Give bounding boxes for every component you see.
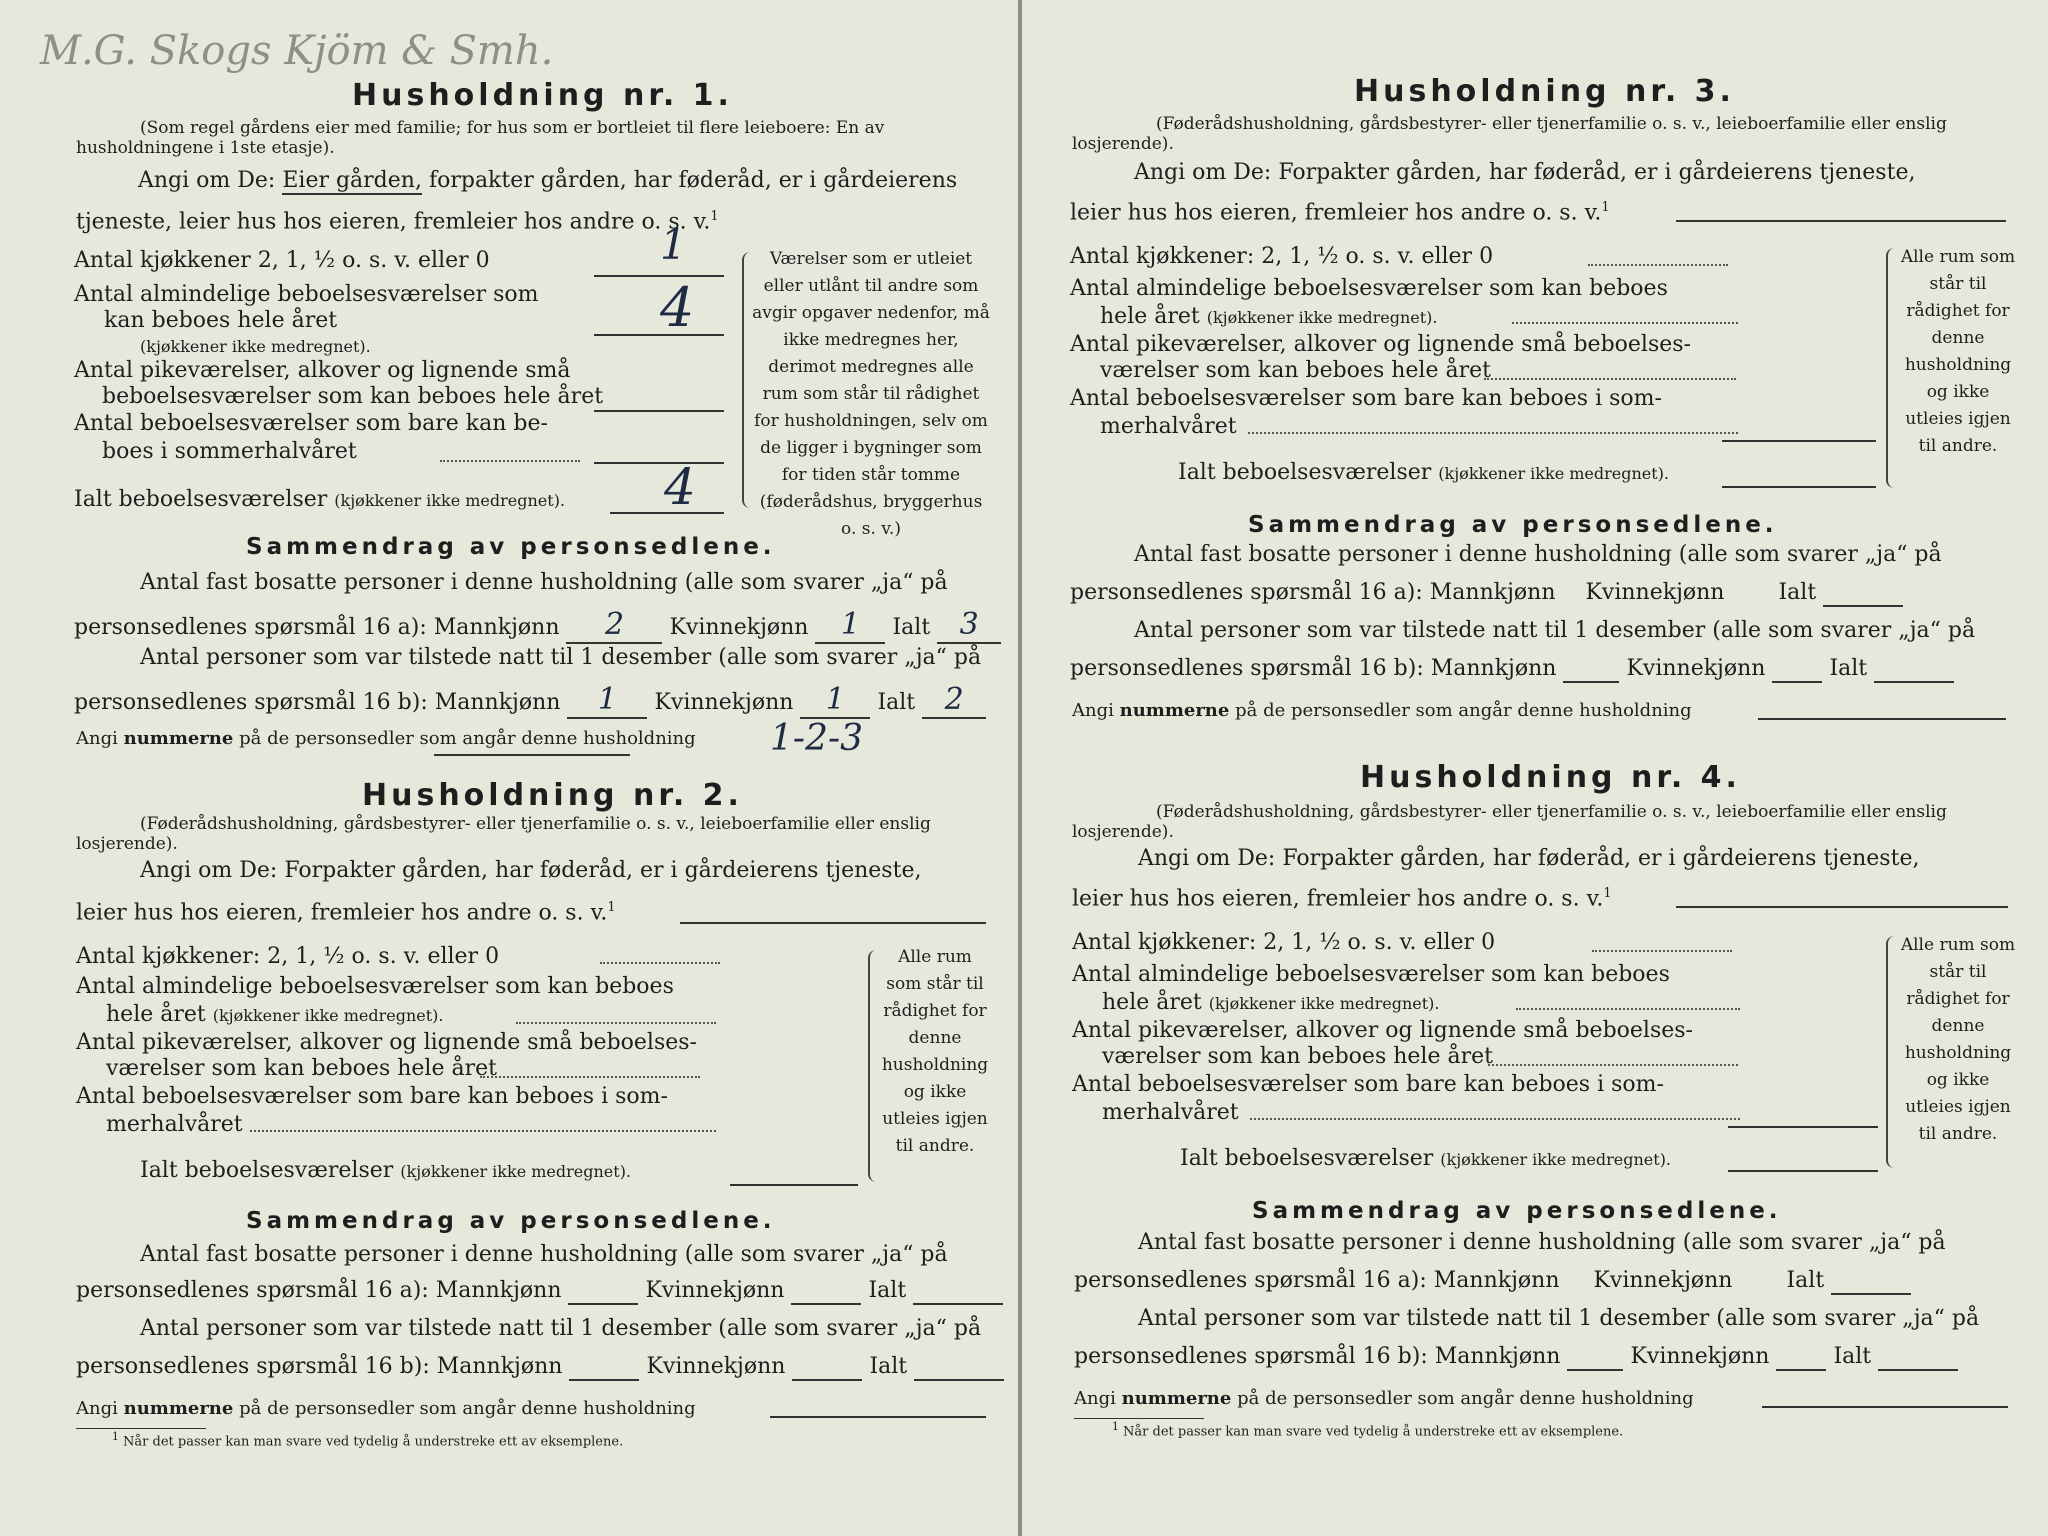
h1-angi-num-2: på de personsedler som angår denne husholdning: [239, 728, 696, 749]
h1-s2-kvinne-label: Kvinnekjønn: [654, 690, 794, 715]
h4-angi-nummerne: [1074, 1388, 1694, 1409]
h2-q-pike-2: værelser som kan beboes hele året: [106, 1056, 497, 1081]
h3-s1-line2: [1070, 580, 1903, 607]
h2-q-sommer-2: merhalvåret: [106, 1112, 243, 1137]
h2-s1-ialt-label: Ialt: [868, 1278, 907, 1303]
h3-footnote-mark: 1: [1601, 200, 1610, 215]
h3-angi-nummerne: [1072, 700, 1692, 721]
h1-s1-mann: 2: [566, 607, 662, 644]
margin-note: M.G. Skogs Kjöm & Smh.: [40, 28, 554, 74]
h1-answer-line-sommer: [594, 462, 724, 464]
h2-s2-line2: [76, 1354, 1004, 1381]
h4-q-kjokkener: Antal kjøkkener: 2, 1, ½ o. s. v. eller 0: [1072, 930, 1496, 955]
h4-angi-line: [1676, 906, 2008, 908]
h2-q-sommer-1: Antal beboelsesværelser som bare kan beboes i som-: [76, 1084, 668, 1109]
h4-angi-num-2: på de personsedler som angår denne husholdning: [1237, 1388, 1694, 1409]
h3-q-sommer-2: merhalvåret: [1100, 414, 1237, 439]
h1-s2-label: personsedlenes spørsmål 16 b): Mannkjønn: [74, 690, 561, 715]
h2-angi-num-2: på de personsedler som angår denne husholdning: [239, 1398, 696, 1419]
h1-summary-title: Sammendrag av personsedlene.: [246, 534, 776, 560]
h3-angi-line2: [1070, 200, 1610, 225]
h3-dot-leader-pike: [1484, 378, 1736, 380]
h4-s2-ialt-blank: [1878, 1344, 1958, 1371]
h2-angi-line2-text: leier hus hos eieren, fremleier hos andre o. s. v.: [76, 900, 608, 926]
footnote-rule-right: [1074, 1418, 1204, 1419]
h3-dot-leader-kjokkener: [1588, 264, 1728, 266]
household-1-title: Husholdning nr. 1.: [352, 78, 733, 113]
h4-footnote-mark: 1: [1603, 886, 1612, 901]
h4-s1-line1: Antal fast bosatte personer i denne husholdning (alle som svarer „ja“ på: [1138, 1230, 1946, 1255]
h3-s2-mann-blank: [1563, 656, 1619, 683]
h4-q-pike-2: værelser som kan beboes hele året: [1102, 1044, 1493, 1069]
h1-q-pike-2: beboelsesværelser som kan beboes hele året: [102, 384, 604, 409]
h2-s2-ialt-blank: [914, 1354, 1004, 1381]
h1-q-ialt: [74, 487, 565, 512]
h2-s2-kvinne-blank: [792, 1354, 862, 1381]
h2-angi-line2: [76, 900, 616, 925]
h4-s2-kvinne-label: Kvinnekjønn: [1630, 1344, 1770, 1369]
h4-dot-leader-sommer: [1250, 1118, 1740, 1120]
h1-s1-line2: [74, 607, 1001, 644]
h1-angi-num-bold: nummerne: [123, 728, 234, 749]
h4-summary-title: Sammendrag av personsedlene.: [1252, 1198, 1782, 1224]
h1-s2-ialt-label: Ialt: [877, 690, 916, 715]
h1-q-alm-2: kan beboes hele året: [104, 308, 338, 333]
h2-q-ialt: [140, 1158, 631, 1183]
h4-angi-line2: [1072, 886, 1612, 911]
h2-q-ialt-label: Ialt beboelsesværelser: [140, 1158, 394, 1183]
h4-nummerne-line: [1762, 1406, 2008, 1408]
h2-s2-line1: Antal personer som var tilstede natt til 1 desember (alle som svarer „ja“ på: [140, 1316, 982, 1341]
h4-s2-label: personsedlenes spørsmål 16 b): Mannkjønn: [1074, 1344, 1561, 1369]
footnote-right-text: Når det passer kan man svare ved tydelig å understreke ett av eksemplene.: [1123, 1424, 1624, 1440]
h4-q-alm-note: (kjøkkener ikke medregnet).: [1208, 994, 1440, 1013]
footnote-right: [1112, 1420, 1623, 1439]
h3-q-ialt: [1178, 460, 1669, 485]
h3-q-pike-2: værelser som kan beboes hele året: [1100, 358, 1491, 383]
h4-dot-leader-kjokkener: [1592, 950, 1732, 952]
h4-angi-line1: Angi om De: Forpakter gården, har føderåd, er i gårdeierens tjeneste,: [1138, 846, 1920, 871]
household-2-title: Husholdning nr. 2.: [362, 778, 743, 813]
h2-dot-leader-alm: [516, 1022, 716, 1024]
h1-answer-ialt: 4: [664, 458, 696, 516]
household-1-angi: [76, 163, 988, 240]
angi-underlined-option: Eier gården,: [282, 168, 422, 193]
h1-s1-ialt: 3: [937, 607, 1001, 644]
h3-q-pike-1: Antal pikeværelser, alkover og lignende små beboelses-: [1070, 332, 1691, 357]
h1-s1-ialt-label: Ialt: [892, 615, 931, 640]
left-page: [0, 0, 1018, 1536]
h2-q-alm-note: (kjøkkener ikke medregnet).: [212, 1006, 444, 1025]
h1-angi-nummerne: [76, 728, 696, 749]
h3-q-ialt-note: (kjøkkener ikke medregnet).: [1438, 464, 1670, 483]
h4-q-ialt-label: Ialt beboelsesværelser: [1180, 1146, 1434, 1171]
h1-q-kjokkener: Antal kjøkkener 2, 1, ½ o. s. v. eller 0: [74, 248, 490, 273]
footnote-left-text: Når det passer kan man svare ved tydelig å understreke ett av eksemplene.: [123, 1434, 624, 1450]
h3-s2-line1: Antal personer som var tilstede natt til 1 desember (alle som svarer „ja“ på: [1134, 618, 1976, 643]
h2-s1-line2: [76, 1278, 1003, 1305]
h3-s2-line2: [1070, 656, 1954, 683]
h4-q-sommer-1: Antal beboelsesværelser som bare kan beboes i som-: [1072, 1072, 1664, 1097]
h3-q-alm-note: (kjøkkener ikke medregnet).: [1206, 308, 1438, 327]
angi-footnote-mark: 1: [710, 209, 719, 224]
h1-q-ialt-label: Ialt beboelsesværelser: [74, 487, 328, 512]
h1-side-note: Værelser som er utleiet eller utlånt til andre som avgir opgaver nedenfor, må ikke medregnes her, derimot medregnes alle rum som står til rådighet for husholdningen, selv om de ligger i bygninger som for tiden står tomme (føderådshus, bryggerhus o. s. v.): [752, 249, 990, 539]
h2-angi-num-1: Angi: [76, 1398, 118, 1419]
h3-s1-ialt-blank: [1823, 580, 1903, 607]
angi-rest: forpakter gården, har føderåd, er i gårdeierens tjeneste, leier hus hos eieren, fremleier hos andre o. s. v.: [76, 168, 958, 235]
h4-s1-line2: [1074, 1268, 1911, 1295]
h3-angi-num-bold: nummerne: [1119, 700, 1230, 721]
h1-answer-kjokkener: 1: [660, 220, 687, 269]
h1-q-alm-3: (kjøkkener ikke medregnet).: [140, 337, 371, 356]
h3-q-sommer-1: Antal beboelsesværelser som bare kan beboes i som-: [1070, 386, 1662, 411]
h2-s1-kvinne-label: Kvinnekjønn: [645, 1278, 785, 1303]
h3-s1-label: personsedlenes spørsmål 16 a): Mannkjønn: [1070, 580, 1556, 605]
h3-angi-line1: Angi om De: Forpakter gården, har føderåd, er i gårdeierens tjeneste,: [1134, 160, 1916, 185]
h2-s1-mann-blank: [568, 1278, 638, 1305]
h4-s2-line1: Antal personer som var tilstede natt til 1 desember (alle som svarer „ja“ på: [1138, 1306, 1980, 1331]
h1-s2-line2: [74, 682, 986, 719]
h4-s2-kvinne-blank: [1776, 1344, 1826, 1371]
h3-s2-label: personsedlenes spørsmål 16 b): Mannkjønn: [1070, 656, 1557, 681]
h2-dot-leader-kjokkener: [600, 962, 720, 964]
h2-angi-line1: Angi om De: Forpakter gården, har føderåd, er i gårdeierens tjeneste,: [140, 858, 922, 883]
h3-q-alm-2: [1100, 304, 1437, 329]
footnote-right-mark: 1: [1112, 1420, 1119, 1433]
h4-dot-leader-pike: [1488, 1064, 1738, 1066]
h2-s1-kvinne-blank: [791, 1278, 861, 1305]
h4-side-note: Alle rum som står til rådighet for denne husholdning og ikke utleies igjen til andre.: [1900, 935, 2016, 1144]
h3-s2-kvinne-label: Kvinnekjønn: [1626, 656, 1766, 681]
h2-dot-leader-sommer: [250, 1130, 716, 1132]
h2-answer-line-ialt: [730, 1184, 858, 1186]
h3-s1-kvinne-label: Kvinnekjønn: [1585, 580, 1725, 605]
h2-q-alm-2: [106, 1002, 443, 1027]
h4-s1-kvinne-label: Kvinnekjønn: [1593, 1268, 1733, 1293]
h2-s2-kvinne-label: Kvinnekjønn: [646, 1354, 786, 1379]
h1-s1-label: personsedlenes spørsmål 16 a): Mannkjønn: [74, 615, 560, 640]
h4-s1-label: personsedlenes spørsmål 16 a): Mannkjønn: [1074, 1268, 1560, 1293]
h2-dot-leader-pike: [480, 1076, 700, 1078]
h4-q-sommer-2: merhalvåret: [1102, 1100, 1239, 1125]
h4-q-ialt-note: (kjøkkener ikke medregnet).: [1440, 1150, 1672, 1169]
angi-prefix: Angi om De:: [138, 168, 276, 193]
h2-summary-title: Sammendrag av personsedlene.: [246, 1208, 776, 1234]
h1-answer-alm: 4: [660, 276, 695, 339]
h4-s2-line2: [1074, 1344, 1958, 1371]
h1-s1-kvinne-label: Kvinnekjønn: [669, 615, 809, 640]
h4-s1-ialt-label: Ialt: [1786, 1268, 1825, 1293]
h1-q-sommer-2: boes i sommerhalvåret: [102, 439, 357, 464]
h2-s1-ialt-blank: [913, 1278, 1003, 1305]
household-3-title: Husholdning nr. 3.: [1354, 74, 1735, 109]
footnote-left: [112, 1430, 623, 1449]
h3-s2-ialt-label: Ialt: [1829, 656, 1868, 681]
h2-s1-line1: Antal fast bosatte personer i denne husholdning (alle som svarer „ja“ på: [140, 1242, 948, 1267]
h3-side-note: Alle rum som står til rådighet for denne husholdning og ikke utleies igjen til andre.: [1900, 247, 2016, 456]
h3-s2-kvinne-blank: [1772, 656, 1822, 683]
h4-angi-num-bold: nummerne: [1121, 1388, 1232, 1409]
h1-nummerne-line: [434, 754, 630, 756]
h3-summary-title: Sammendrag av personsedlene.: [1248, 512, 1778, 538]
h2-q-alm-1: Antal almindelige beboelsesværelser som kan beboes: [76, 974, 674, 999]
h1-answer-line-pike: [594, 410, 724, 412]
footnote-left-mark: 1: [112, 1430, 119, 1443]
h1-s2-mann: 1: [567, 682, 647, 719]
h1-angi-num-1: Angi: [76, 728, 118, 749]
h3-dot-leader-sommer: [1248, 432, 1738, 434]
h2-side-note: Alle rum som står til rådighet for denne husholdning og ikke utleies igjen til andre.: [881, 947, 989, 1156]
right-page: [1022, 0, 2048, 1536]
h4-angi-num-1: Angi: [1074, 1388, 1116, 1409]
h1-s2-kvinne: 1: [800, 682, 870, 719]
h3-s2-ialt-blank: [1874, 656, 1954, 683]
h4-answer-line-sommer: [1728, 1126, 1878, 1128]
h4-s2-ialt-label: Ialt: [1833, 1344, 1872, 1369]
h4-dot-leader-alm: [1516, 1008, 1740, 1010]
h1-q-ialt-note: (kjøkkener ikke medregnet).: [334, 491, 566, 510]
household-3-intro: (Føderådshusholdning, gårdsbestyrer- eller tjenerfamilie o. s. v., leieboerfamilie eller enslig losjerende).: [1072, 114, 1947, 154]
household-1-intro: (Som regel gårdens eier med familie; for hus som er bortleiet til flere leieboere: En av husholdningene i 1ste etasje).: [76, 118, 885, 158]
h3-q-ialt-label: Ialt beboelsesværelser: [1178, 460, 1432, 485]
h3-nummerne-line: [1758, 718, 2006, 720]
h4-s1-ialt-blank: [1831, 1268, 1911, 1295]
h1-s2-ialt: 2: [922, 682, 986, 719]
h2-footnote-mark: 1: [607, 900, 616, 915]
h2-s1-label: personsedlenes spørsmål 16 a): Mannkjønn: [76, 1278, 562, 1303]
h1-nummerne-answer: 1-2-3: [770, 718, 864, 759]
household-4-title: Husholdning nr. 4.: [1360, 760, 1741, 795]
h2-q-alm-2-text: hele året: [106, 1002, 206, 1027]
h3-dot-leader-alm: [1512, 322, 1738, 324]
h2-s2-mann-blank: [569, 1354, 639, 1381]
h2-s2-label: personsedlenes spørsmål 16 b): Mannkjønn: [76, 1354, 563, 1379]
h4-answer-line-ialt: [1728, 1170, 1878, 1172]
h1-q-alm-1: Antal almindelige beboelsesværelser som: [74, 282, 539, 307]
h3-angi-line: [1676, 220, 2006, 222]
h4-q-ialt: [1180, 1146, 1671, 1171]
h1-answer-line-kjokkener: [594, 275, 724, 277]
h2-angi-num-bold: nummerne: [123, 1398, 234, 1419]
h4-s2-mann-blank: [1567, 1344, 1623, 1371]
h1-q-sommer-1: Antal beboelsesværelser som bare kan be-: [74, 411, 548, 436]
h3-angi-num-1: Angi: [1072, 700, 1114, 721]
h1-s1-kvinne: 1: [815, 607, 885, 644]
h2-nummerne-line: [770, 1416, 986, 1418]
h2-q-kjokkener: Antal kjøkkener: 2, 1, ½ o. s. v. eller 0: [76, 944, 500, 969]
h2-angi-line: [680, 922, 986, 924]
h1-s1-line1: Antal fast bosatte personer i denne husholdning (alle som svarer „ja“ på: [140, 570, 948, 595]
h3-answer-line-ialt: [1722, 486, 1876, 488]
h3-angi-num-2: på de personsedler som angår denne husholdning: [1235, 700, 1692, 721]
h4-q-pike-1: Antal pikeværelser, alkover og lignende små beboelses-: [1072, 1018, 1693, 1043]
h3-angi-line2-text: leier hus hos eieren, fremleier hos andre o. s. v.: [1070, 200, 1602, 226]
h4-q-alm-1: Antal almindelige beboelsesværelser som kan beboes: [1072, 962, 1670, 987]
h3-s1-line1: Antal fast bosatte personer i denne husholdning (alle som svarer „ja“ på: [1134, 542, 1942, 567]
h1-q-pike-1: Antal pikeværelser, alkover og lignende små: [74, 358, 571, 383]
h3-q-kjokkener: Antal kjøkkener: 2, 1, ½ o. s. v. eller 0: [1070, 244, 1494, 269]
h1-s2-line1: Antal personer som var tilstede natt til 1 desember (alle som svarer „ja“ på: [140, 645, 982, 670]
household-2-intro: (Føderådshusholdning, gårdsbestyrer- eller tjenerfamilie o. s. v., leieboerfamilie eller enslig losjerende).: [76, 814, 931, 854]
h4-angi-line2-text: leier hus hos eieren, fremleier hos andre o. s. v.: [1072, 886, 1604, 912]
h2-s2-ialt-label: Ialt: [869, 1354, 908, 1379]
h2-q-pike-1: Antal pikeværelser, alkover og lignende små beboelses-: [76, 1030, 697, 1055]
h3-q-alm-1: Antal almindelige beboelsesværelser som kan beboes: [1070, 276, 1668, 301]
h3-s1-ialt-label: Ialt: [1778, 580, 1817, 605]
h1-dot-leader-sommer: [440, 460, 580, 462]
h3-answer-line-sommer: [1722, 440, 1876, 442]
h2-angi-nummerne: [76, 1398, 696, 1419]
h2-q-ialt-note: (kjøkkener ikke medregnet).: [400, 1162, 632, 1181]
footnote-rule-left: [76, 1428, 206, 1429]
household-4-intro: (Føderådshusholdning, gårdsbestyrer- eller tjenerfamilie o. s. v., leieboerfamilie eller enslig losjerende).: [1072, 802, 1947, 842]
h3-q-alm-2-text: hele året: [1100, 304, 1200, 329]
h4-q-alm-2: [1102, 990, 1439, 1015]
h4-q-alm-2-text: hele året: [1102, 990, 1202, 1015]
h1-answer-line-alm: [594, 334, 724, 336]
